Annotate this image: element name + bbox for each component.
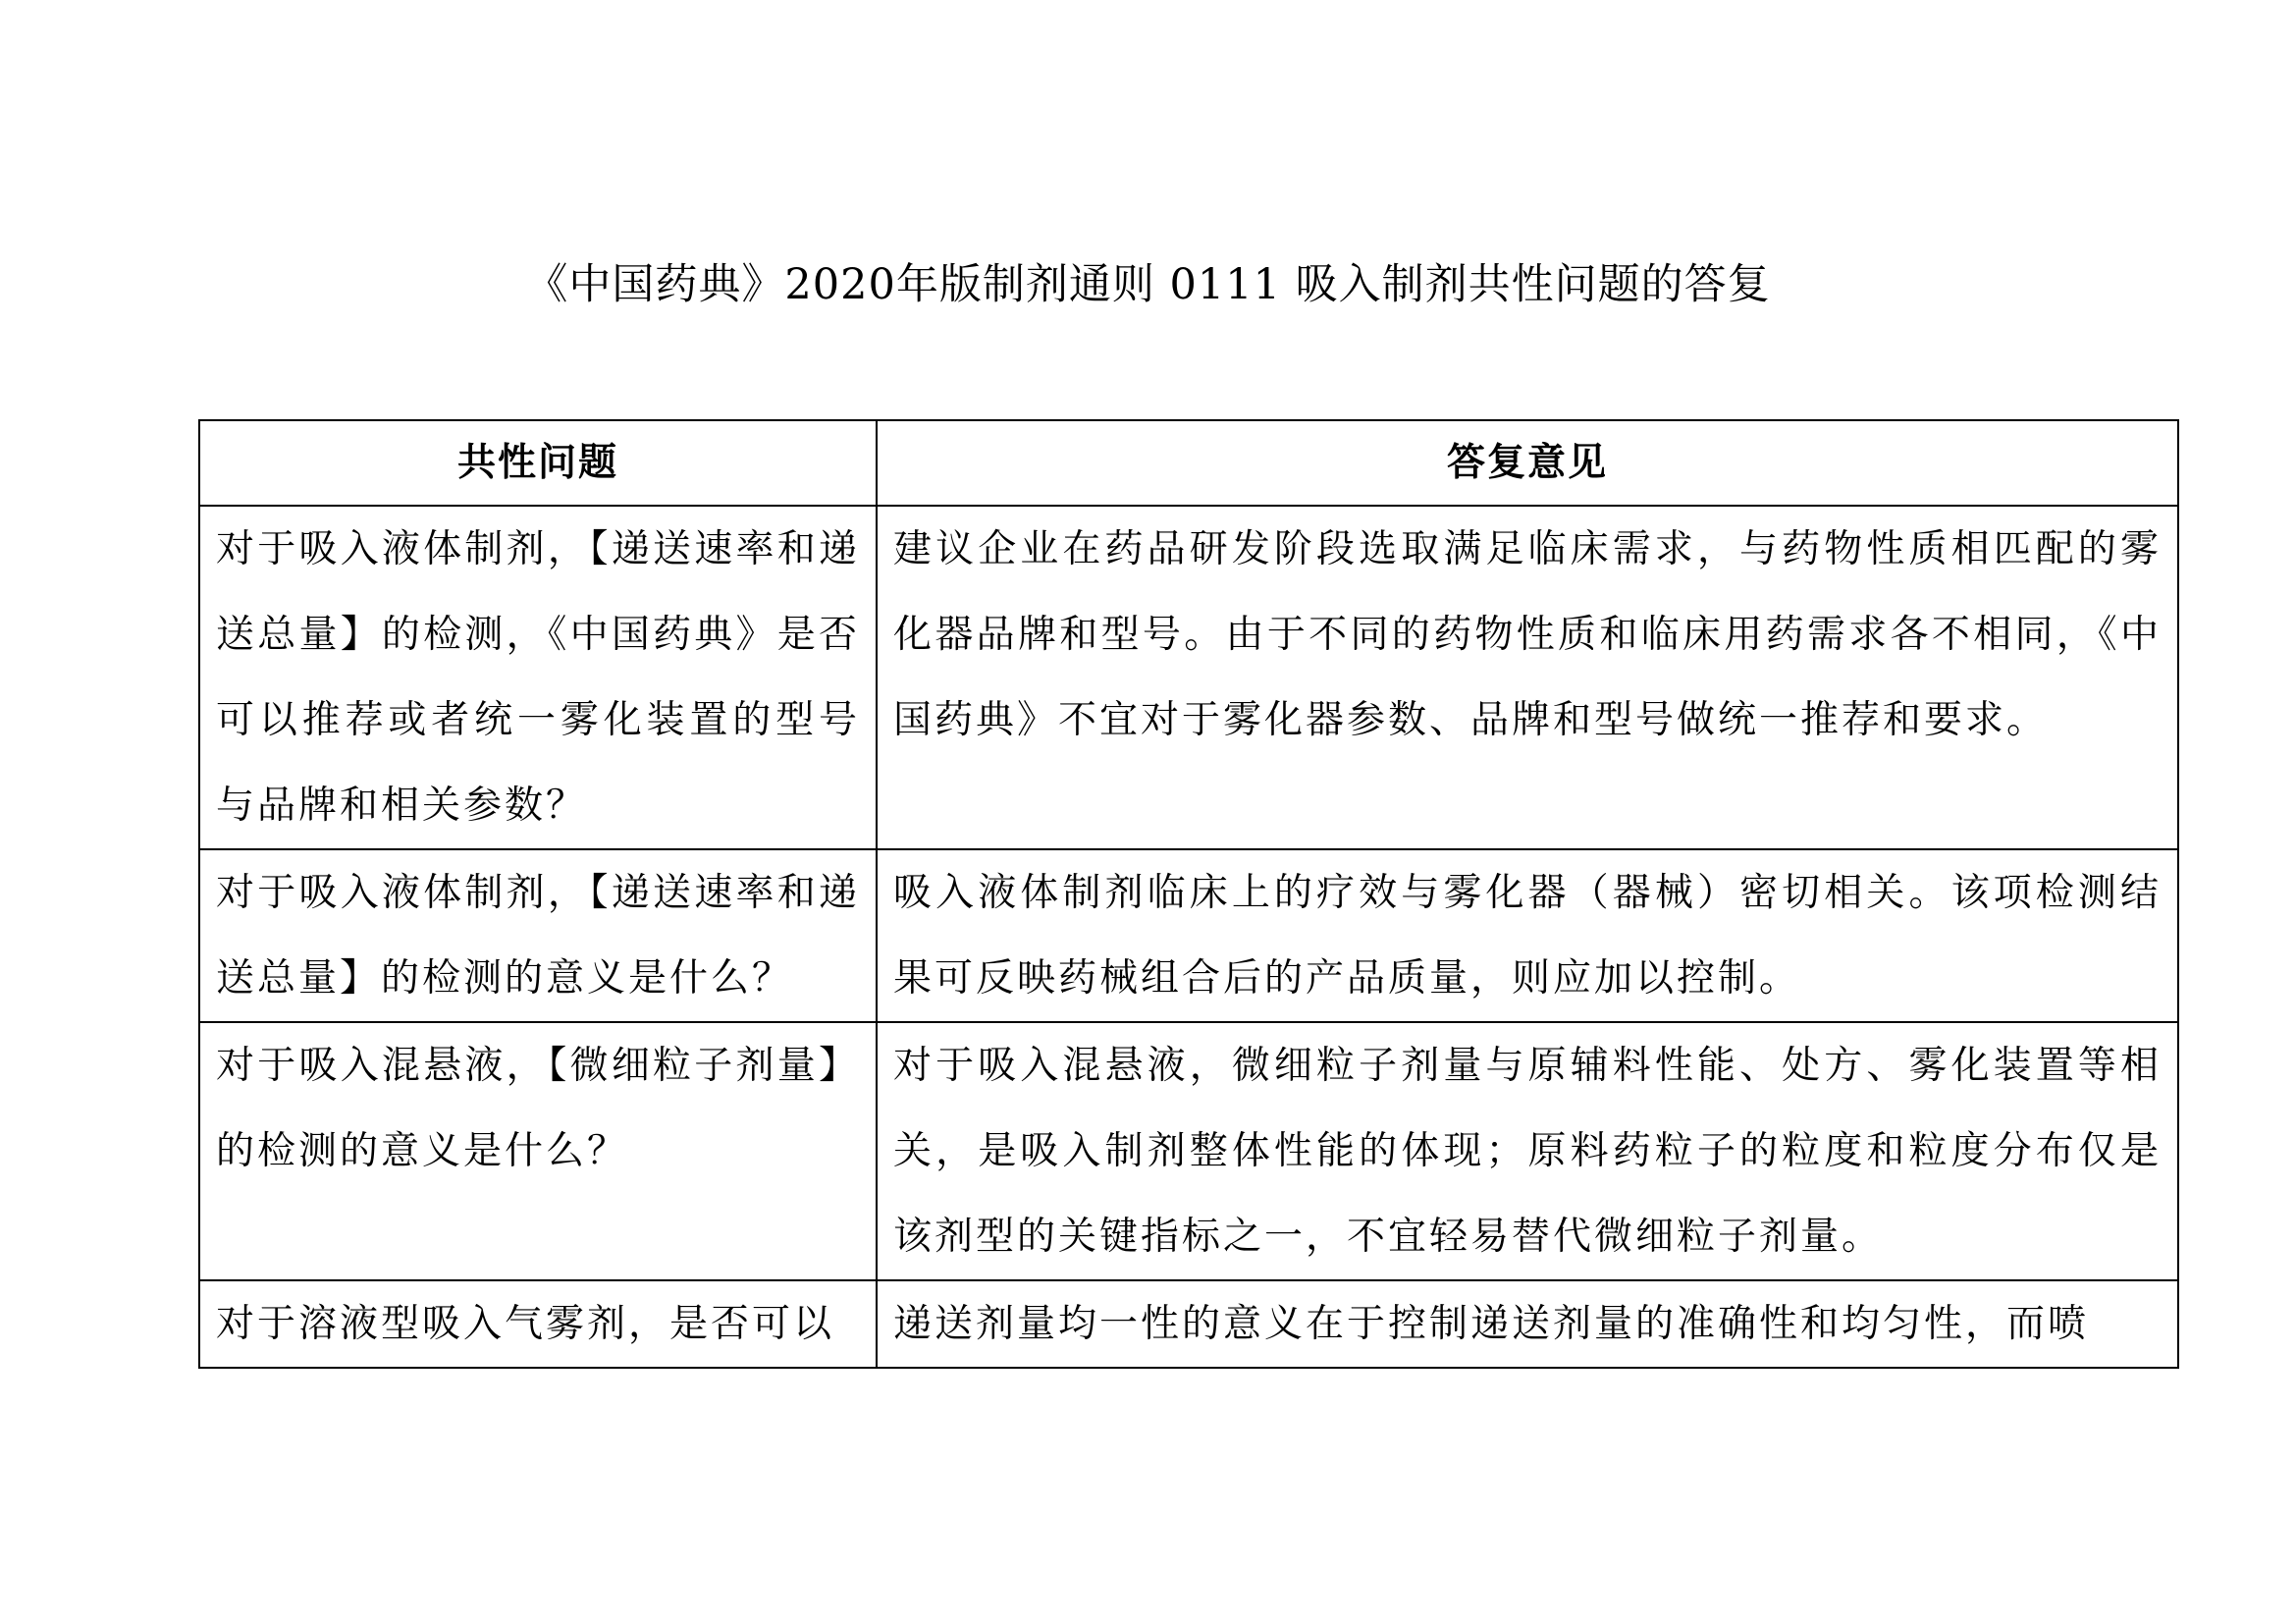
- answer-text: 递送剂量均一性的意义在于控制递送剂量的准确性和均匀性，而喷: [893, 1302, 2090, 1346]
- table-row: [199, 1280, 2178, 1368]
- table-header-row: [199, 420, 2178, 506]
- question-cell: 对于吸入混悬液，【微细粒子剂量】的检测的意义是什么？: [199, 1022, 877, 1280]
- answer-cell: 对于吸入混悬液，微细粒子剂量与原辅料性能、处方、雾化装置等相关，是吸入制剂整体性能的体现；原料药粒子的粒度和粒度分布仅是该剂型的关键指标之一，不宜轻易替代微细粒子剂量。: [877, 1022, 2178, 1280]
- header-question: 共性问题: [199, 420, 877, 506]
- question-cell: [199, 1280, 877, 1368]
- answer-cell: 吸入液体制剂临床上的疗效与雾化器（器械）密切相关。该项检测结果可反映药械组合后的产品质量，则应加以控制。: [877, 849, 2178, 1022]
- qa-table: [198, 419, 2179, 1369]
- question-cell: 对于吸入液体制剂，【递送速率和递送总量】的检测的意义是什么？: [199, 849, 877, 1022]
- table-row: [199, 849, 2178, 1022]
- question-text: 对于溶液型吸入气雾剂，是否可以: [216, 1302, 835, 1346]
- document-title: 《中国药典》2020年版制剂通则 0111 吸入制剂共性问题的答复: [525, 260, 1771, 309]
- answer-cell: 建议企业在药品研发阶段选取满足临床需求，与药物性质相匹配的雾化器品牌和型号。由于不同的药物性质和临床用药需求各不相同，《中国药典》不宜对于雾化器参数、品牌和型号做统一推荐和要求。: [877, 506, 2178, 849]
- question-cell: 对于吸入液体制剂，【递送速率和递送总量】的检测，《中国药典》是否可以推荐或者统一雾化装置的型号与品牌和相关参数？: [199, 506, 877, 849]
- answer-cell: [877, 1280, 2178, 1368]
- table-row: [199, 506, 2178, 849]
- table-row: [199, 1022, 2178, 1280]
- header-answer: 答复意见: [877, 420, 2178, 506]
